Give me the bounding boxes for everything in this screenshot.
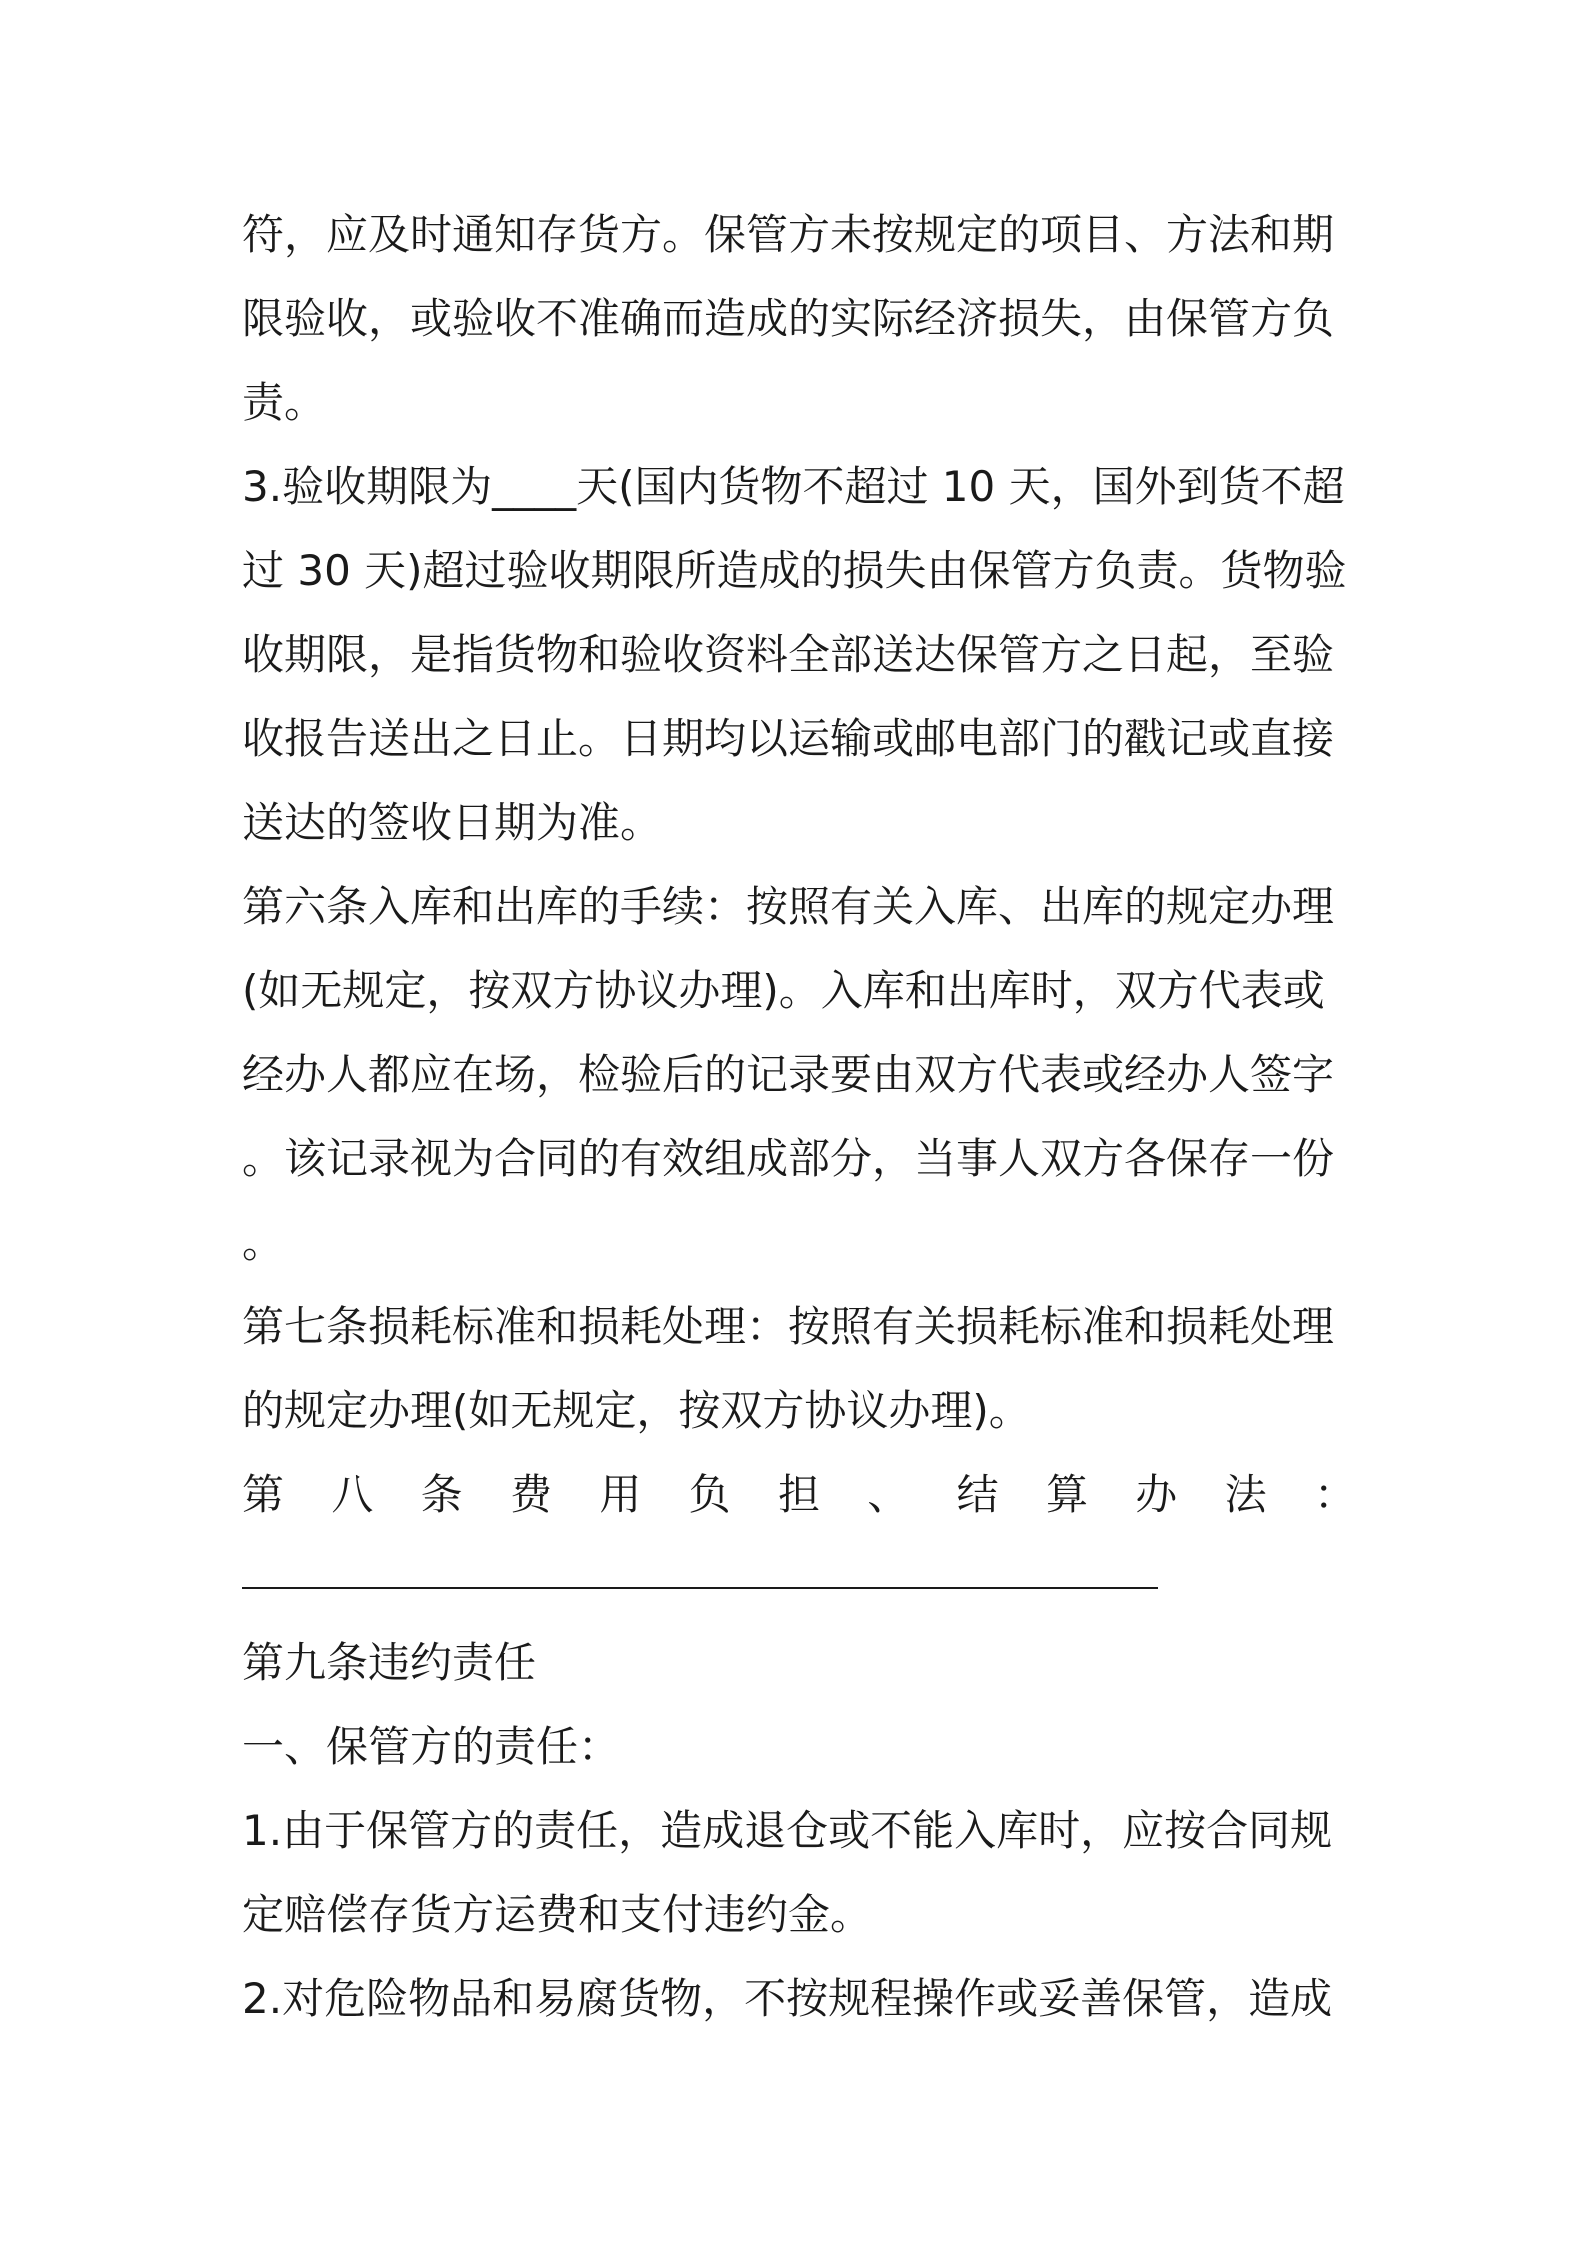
- text-line: 过 30 天)超过验收期限所造成的损失由保管方负责。货物验: [242, 546, 1347, 595]
- text-line: 。该记录视为合同的有效组成部分，当事人双方各保存一份: [242, 1134, 1335, 1183]
- heading-char: 第: [242, 1470, 285, 1519]
- heading-char: 法: [1224, 1470, 1267, 1519]
- heading-char: 负: [688, 1470, 731, 1519]
- heading-char: 、: [867, 1470, 910, 1519]
- article-8-heading: [242, 1453, 1356, 1537]
- heading-char: 条: [420, 1470, 463, 1519]
- text-line: 限验收，或验收不准确而造成的实际经济损失，由保管方负: [242, 294, 1335, 343]
- text-line: 2.对危险物品和易腐货物，不按规程操作或妥善保管，造成: [242, 1974, 1333, 2023]
- text-line: 符，应及时通知存货方。保管方未按规定的项目、方法和期: [242, 210, 1335, 259]
- text-line: 收期限，是指货物和验收资料全部送达保管方之日起，至验: [242, 630, 1335, 679]
- text-line: 。: [242, 1218, 285, 1267]
- heading-char: 办: [1135, 1470, 1178, 1519]
- text-line: (如无规定，按双方协议办理)。入库和出库时，双方代表或: [242, 966, 1325, 1015]
- text-line: 的规定办理(如无规定，按双方协议办理)。: [242, 1386, 1031, 1435]
- text-line: 定赔偿存货方运费和支付违约金。: [242, 1890, 873, 1939]
- heading-char: 费: [509, 1470, 552, 1519]
- heading-char: 结: [956, 1470, 999, 1519]
- article-7-heading-line: 第七条损耗标准和损耗处理：按照有关损耗标准和损耗处理: [242, 1302, 1335, 1351]
- text-line: 1.由于保管方的责任，造成退仓或不能入库时，应按合同规: [242, 1806, 1333, 1855]
- blank-underline: [242, 1587, 1158, 1589]
- text-line: 送达的签收日期为准。: [242, 798, 663, 847]
- text-line: 经办人都应在场，检验后的记录要由双方代表或经办人签字: [242, 1050, 1335, 1099]
- article-9-heading: 第九条违约责任: [242, 1638, 537, 1687]
- contract-text: [242, 193, 1356, 2041]
- heading-char: 担: [777, 1470, 820, 1519]
- heading-char: ：: [1313, 1470, 1356, 1519]
- text-line: 责。: [242, 378, 327, 427]
- text-line: 收报告送出之日止。日期均以运输或邮电部门的戳记或直接: [242, 714, 1335, 763]
- heading-char: 算: [1045, 1470, 1088, 1519]
- fill-in-blank-line: [242, 1537, 1356, 1621]
- article-6-heading-line: 第六条入库和出库的手续：按照有关入库、出库的规定办理: [242, 882, 1335, 931]
- section-heading: 一、保管方的责任：: [242, 1722, 621, 1771]
- heading-char: 八: [331, 1470, 374, 1519]
- heading-char: 用: [599, 1470, 642, 1519]
- text-line: 3.验收期限为____天(国内货物不超过 10 天，国外到货不超: [242, 462, 1345, 511]
